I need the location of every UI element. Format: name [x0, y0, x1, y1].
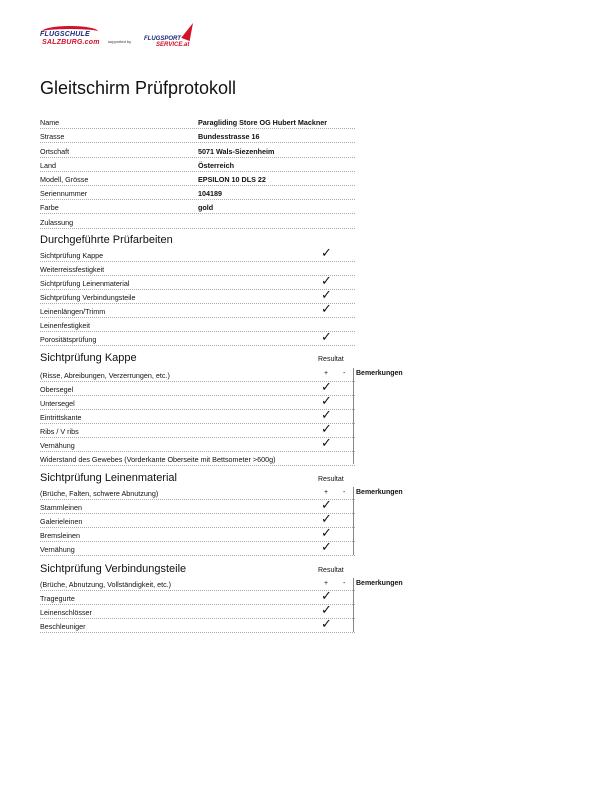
done-list	[40, 248, 355, 346]
kappe-row	[40, 424, 355, 438]
kappe-title: Sichtprüfung Kappe	[40, 352, 137, 364]
leinen-row	[40, 514, 355, 528]
kappe-remarks: Bemerkungen	[356, 370, 403, 377]
verbind-plus: +	[324, 580, 329, 587]
verbind-subtitle-row	[40, 577, 355, 591]
fin-icon	[181, 21, 196, 41]
info-key: Farbe	[40, 203, 59, 213]
leinen-title: Sichtprüfung Leinenmaterial	[40, 472, 177, 484]
info-row	[40, 172, 355, 186]
done-row	[40, 332, 355, 346]
row-label: Sichtprüfung Kappe	[40, 251, 104, 260]
leinen-row	[40, 500, 355, 514]
header-logos	[40, 22, 210, 52]
info-row	[40, 200, 355, 214]
kappe-subtitle-row	[40, 368, 355, 382]
done-row	[40, 318, 355, 332]
check-icon: ✓	[321, 422, 332, 437]
kappe-minus: -	[343, 370, 346, 377]
info-value: Bundesstrasse 16	[198, 132, 260, 142]
info-row	[40, 158, 355, 172]
row-label: Leinenfestigkeit	[40, 321, 90, 330]
check-icon: ✓	[321, 246, 332, 261]
logo-text-2: SALZBURG.com	[42, 39, 100, 46]
leinen-remarks: Bemerkungen	[356, 489, 403, 496]
logo2-text-1: FLUGSPORT	[144, 36, 181, 42]
kappe-row	[40, 438, 355, 452]
row-label: Porositätsprüfung	[40, 335, 97, 344]
done-row	[40, 262, 355, 276]
check-icon: ✓	[321, 288, 332, 303]
verbind-remarks: Bemerkungen	[356, 580, 403, 587]
info-value: EPSILON 10 DLS 22	[198, 174, 266, 184]
info-row	[40, 214, 355, 228]
check-icon: ✓	[321, 274, 332, 289]
info-value: 5071 Wals-Siezenheim	[198, 146, 275, 156]
info-table	[40, 115, 355, 229]
verbind-list	[40, 577, 355, 633]
kappe-result-header: Resultat	[318, 356, 344, 363]
info-key: Seriennummer	[40, 189, 88, 199]
check-icon: ✓	[321, 330, 332, 345]
done-row	[40, 304, 355, 318]
kappe-row	[40, 410, 355, 424]
verbind-row	[40, 605, 355, 619]
row-label: Vernähung	[40, 545, 75, 554]
flugsport-logo	[144, 22, 204, 52]
verbind-minus: -	[343, 580, 346, 587]
check-icon: ✓	[321, 617, 332, 632]
row-label: Tragegurte	[40, 594, 75, 603]
done-row	[40, 290, 355, 304]
page-title: Gleitschirm Prüfprotokoll	[40, 78, 237, 98]
info-value: gold	[198, 203, 214, 213]
check-icon: ✓	[321, 380, 332, 395]
info-value: Paragliding Store OG Hubert Mackner	[198, 118, 328, 128]
check-icon: ✓	[321, 526, 332, 541]
leinen-result-header: Resultat	[318, 476, 344, 483]
done-section-title: Durchgeführte Prüfarbeiten	[40, 234, 173, 246]
info-value: 104189	[198, 189, 222, 199]
kappe-footer-row	[40, 452, 355, 466]
leinen-subtitle-row	[40, 486, 355, 500]
kappe-plus: +	[324, 370, 329, 377]
row-label: Sichtprüfung Verbindungsteile	[40, 293, 136, 302]
flugschule-logo	[40, 26, 102, 50]
row-label: Eintrittskante	[40, 413, 82, 422]
info-row	[40, 115, 355, 129]
info-key: Zulassung	[40, 217, 74, 227]
logo-text-1: FLUGSCHULE	[40, 31, 90, 38]
row-label: Beschleuniger	[40, 622, 86, 631]
leinen-minus: -	[343, 489, 346, 496]
leinen-row	[40, 528, 355, 542]
verbind-result-header: Resultat	[318, 567, 344, 574]
row-label: Galerieleinen	[40, 517, 83, 526]
done-row	[40, 248, 355, 262]
row-label: Obersegel	[40, 385, 74, 394]
check-icon: ✓	[321, 603, 332, 618]
leinen-plus: +	[324, 489, 329, 496]
supported-by-text: supported by	[108, 39, 132, 44]
info-value: Österreich	[198, 160, 234, 170]
row-label: Vernähung	[40, 441, 75, 450]
info-key: Land	[40, 160, 56, 170]
check-icon: ✓	[321, 394, 332, 409]
kappe-subtitle: (Risse, Abreibungen, Verzerrungen, etc.)	[40, 371, 170, 380]
info-key: Modell, Grösse	[40, 174, 89, 184]
check-icon: ✓	[321, 302, 332, 317]
check-icon: ✓	[321, 589, 332, 604]
check-icon: ✓	[321, 512, 332, 527]
verbind-row	[40, 619, 355, 633]
row-label: Weiterreissfestigkeit	[40, 265, 105, 274]
info-key: Name	[40, 118, 60, 128]
info-row	[40, 129, 355, 143]
verbind-subtitle: (Brüche, Abnutzung, Vollständigkeit, etc.)	[40, 580, 172, 589]
info-row	[40, 186, 355, 200]
leinen-subtitle: (Brüche, Falten, schwere Abnutzung)	[40, 489, 159, 498]
row-label: Bremsleinen	[40, 531, 80, 540]
done-row	[40, 276, 355, 290]
logo2-text-2: SERVICE.at	[156, 42, 190, 48]
info-key: Strasse	[40, 132, 65, 142]
verbind-title: Sichtprüfung Verbindungsteile	[40, 563, 187, 575]
info-key: Ortschaft	[40, 146, 70, 156]
leinen-list	[40, 486, 355, 556]
row-label: Stammleinen	[40, 503, 82, 512]
leinen-row	[40, 542, 355, 556]
kappe-footer: Widerstand des Gewebes (Vorderkante Oberseite mit Bettsometer >600g)	[40, 455, 276, 464]
row-label: Ribs / V ribs	[40, 427, 79, 436]
row-label: Sichtprüfung Leinenmaterial	[40, 279, 130, 288]
check-icon: ✓	[321, 408, 332, 423]
check-icon: ✓	[321, 436, 332, 451]
check-icon: ✓	[321, 498, 332, 513]
kappe-row	[40, 382, 355, 396]
info-row	[40, 143, 355, 157]
row-label: Leinenlängen/Trimm	[40, 307, 106, 316]
row-label: Leinenschlösser	[40, 608, 92, 617]
kappe-list	[40, 368, 355, 466]
check-icon: ✓	[321, 540, 332, 555]
kappe-row	[40, 396, 355, 410]
verbind-row	[40, 591, 355, 605]
row-label: Untersegel	[40, 399, 75, 408]
